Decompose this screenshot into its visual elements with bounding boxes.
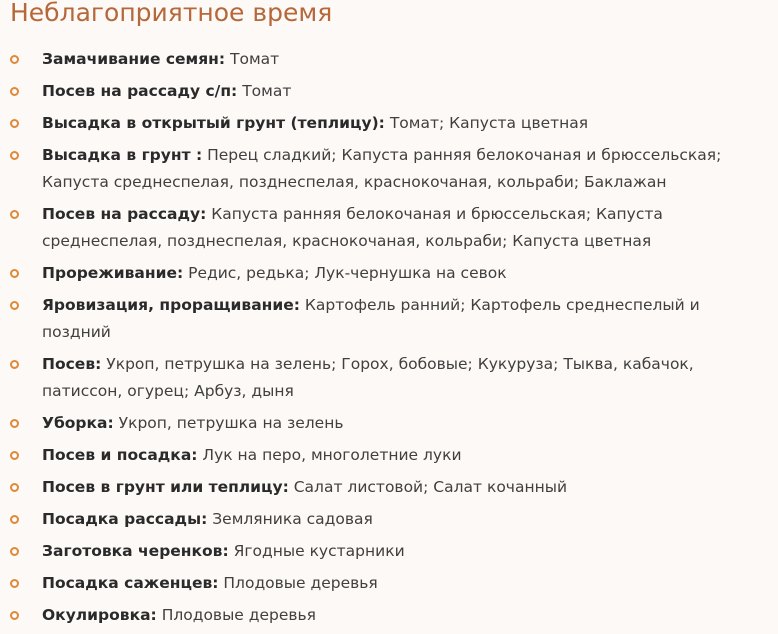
item-label: Высадка в открытый грунт (теплицу): — [42, 114, 385, 132]
item-label: Высадка в грунт : — [42, 146, 203, 164]
item-value: Плодовые деревья — [161, 606, 316, 624]
list-item — [0, 538, 778, 565]
list-item — [0, 570, 778, 597]
list-item — [0, 351, 778, 405]
item-label: Окулировка: — [42, 606, 157, 624]
item-label: Посев: — [42, 355, 102, 373]
list-item — [0, 78, 778, 105]
list-item — [0, 260, 778, 287]
item-label: Уборка: — [42, 414, 114, 432]
item-value: Лук на перо, многолетние луки — [202, 446, 462, 464]
circle-bullet-icon — [10, 547, 19, 556]
item-value: Укроп, петрушка на зелень; Горох, бобовые; Кукуруза; Тыква, кабачок, патиссон, огурец; Арбуз, дыня — [42, 355, 694, 400]
item-label: Посадка рассады: — [42, 510, 208, 528]
item-value: Томат — [230, 50, 280, 68]
list-item — [0, 110, 778, 137]
item-value: Томат — [242, 82, 292, 100]
item-label: Замачивание семян: — [42, 50, 226, 68]
item-value: Салат листовой; Салат кочанный — [293, 478, 568, 496]
item-value: Плодовые деревья — [223, 574, 378, 592]
item-label: Посев на рассаду: — [42, 205, 207, 223]
circle-bullet-icon — [10, 151, 19, 160]
unfavorable-time-list — [0, 46, 778, 634]
item-label: Прореживание: — [42, 264, 184, 282]
circle-bullet-icon — [10, 269, 19, 278]
circle-bullet-icon — [10, 55, 19, 64]
item-label: Посадка саженцев: — [42, 574, 219, 592]
circle-bullet-icon — [10, 611, 19, 620]
circle-bullet-icon — [10, 515, 19, 524]
circle-bullet-icon — [10, 87, 19, 96]
item-value: Укроп, петрушка на зелень — [118, 414, 344, 432]
circle-bullet-icon — [10, 483, 19, 492]
list-item — [0, 442, 778, 469]
item-value: Капуста ранняя белокочаная и брюссельская; Капуста среднеспелая, позднеспелая, краснокочаная, кольраби; Капуста цветная — [42, 205, 663, 250]
item-label: Яровизация, проращивание: — [42, 296, 300, 314]
item-label: Посев и посадка: — [42, 446, 198, 464]
item-label: Заготовка черенков: — [42, 542, 229, 560]
circle-bullet-icon — [10, 579, 19, 588]
item-label: Посев на рассаду с/п: — [42, 82, 238, 100]
circle-bullet-icon — [10, 301, 19, 310]
list-item — [0, 506, 778, 533]
item-value: Картофель ранний; Картофель среднеспелый и поздний — [42, 296, 700, 341]
circle-bullet-icon — [10, 210, 19, 219]
circle-bullet-icon — [10, 119, 19, 128]
circle-bullet-icon — [10, 419, 19, 428]
item-value: Земляника садовая — [212, 510, 373, 528]
list-item — [0, 474, 778, 501]
list-item — [0, 410, 778, 437]
item-value: Томат; Капуста цветная — [389, 114, 589, 132]
circle-bullet-icon — [10, 451, 19, 460]
list-item — [0, 602, 778, 629]
item-label: Посев в грунт или теплицу: — [42, 478, 289, 496]
page-title: Неблагоприятное время — [10, 0, 333, 27]
item-value: Ягодные кустарники — [233, 542, 405, 560]
list-item — [0, 292, 778, 346]
list-item — [0, 46, 778, 73]
circle-bullet-icon — [10, 360, 19, 369]
item-value: Редис, редька; Лук-чернушка на севок — [188, 264, 507, 282]
item-value: Перец сладкий; Капуста ранняя белокочаная и брюссельская; Капуста среднеспелая, позднеспелая, краснокочаная, кольраби; Баклажан — [42, 146, 722, 191]
list-item — [0, 201, 778, 255]
list-item — [0, 142, 778, 196]
